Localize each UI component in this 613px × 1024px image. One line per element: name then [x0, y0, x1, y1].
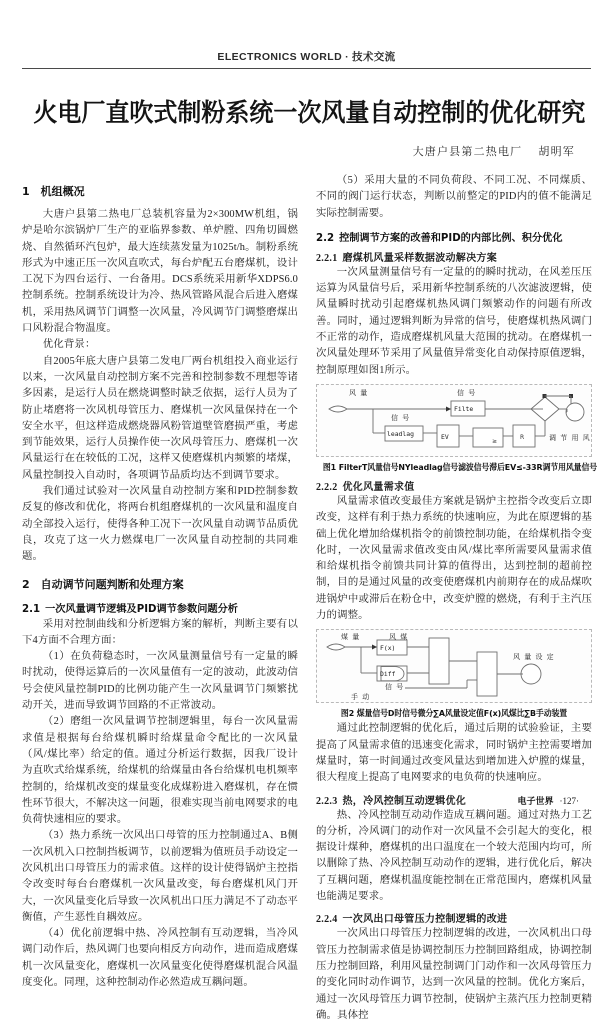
running-head-section: 技术交流: [351, 51, 396, 63]
header-rule: [22, 68, 591, 69]
subsection-number-2-2: 2.2: [316, 232, 335, 244]
figure-2-label-signal: 信 号: [385, 683, 405, 692]
affiliation: 大唐户县第二热电厂: [412, 146, 523, 158]
running-head: [22, 0, 591, 64]
right-column: [316, 173, 598, 1024]
running-head-journal: ELECTRONICS WORLD: [217, 51, 343, 63]
paragraph: 优化背景：: [42, 339, 96, 351]
figure-2-diagram: [316, 629, 592, 703]
subsection-title-2-2: 控制调节方案的改善和PID的内部比例、积分优化: [339, 232, 563, 244]
body-columns: [22, 173, 598, 1024]
section-title-2: 自动调节问题判断和处理方案: [40, 577, 184, 591]
subsection-number-2-2-1: 2.2.1: [316, 252, 338, 264]
figure-1-caption: 图1 FilterT风量信号NYleadlag信号滤波信号滞后EV≤-33R调节用风量信号: [322, 461, 598, 472]
section-heading-1: [22, 183, 298, 199]
author-name: 胡明军: [538, 146, 575, 158]
subsection-title-2-2-3: 热，冷风控制互动逻辑优化: [342, 795, 467, 807]
figure-1-label-output: 调 节 用 风: [549, 433, 591, 442]
left-column: [22, 173, 298, 1024]
subsection-title-2-2-1: 磨煤机风量采样数据波动解决方案: [342, 252, 497, 264]
figure-1-block-filter: Filte: [454, 404, 474, 413]
subsection-number-2-2-4: 2.2.4: [316, 914, 338, 926]
paragraph: （4）优化前逻辑中热、冷风控制有互动逻辑，当冷风调门动作后，热风调门也要向相反方向动作，进而造成磨煤机一次风量变化，磨煤机一次风量变化使得磨煤机混合风温度变化。同理，这种控制动作必然造成互耦问题。: [22, 928, 298, 989]
footer-page-number: ·127·: [559, 796, 579, 806]
byline: [22, 143, 591, 159]
paragraph: 大唐户县第二热电厂总装机容量为2×300MW机组，锅炉是哈尔滨锅炉厂生产的亚临界参数、单炉膛、四角切圆燃烧、自然循环汽包炉，最大连续蒸发量为1025t/h。制粉系统形式为中速正压一次风直吹式，每台炉配五台磨煤机，设计工况下为四台运行、一台备用。DCS系统采用新华XDPS6.0控制系统。控制系统设计为冷、热风管路风混合后进入磨煤机，采用热风调节门调整一次风量，冷风调节门调整磨煤出口风粉混合物温度。: [22, 209, 298, 335]
paragraph: 一次风出口母管压力控制逻辑的改进，一次风机出口母管压力控制需求值是协调控制压力控制回路组成，协调控制压力控制回路，利用风量控制调门门动作和一次风母管压力的变化同时动作调节，达到一次风量的控制。优化方案后，通过一次风母管压力调节控制，使锅炉主蒸汽压力控制更精确。具体控: [316, 928, 592, 1021]
paragraph: （5）采用大量的不同负荷段、不同工况、不同煤质、不同的阀门运行状态，判断以前整定的PID内的值不能满足实际控制需要。: [316, 175, 592, 219]
figure-1-label-signal-top: 信 号: [457, 388, 477, 397]
section-number-2: 2: [22, 577, 30, 591]
section-number-1: 1: [22, 185, 30, 198]
paragraph: 一次风量测量信号有一定量的的瞬时扰动，在风差压压运算为风量信号后，采用新华控制系统的八次滤波逻辑，使风量瞬时扰动引起磨煤机热风调门频繁动作的问题有所改善。同时，通过逻辑判断为异常的信号，使磨煤机热风调门不正常的动作，造成磨煤机风量大范围的扰动。在磨煤机一次风量处理环节采用了风量值异常变化自动保持原值逻辑，控制原理如图1所示。: [316, 266, 592, 376]
figure-2: [316, 629, 592, 719]
section-title-1: 机组概况: [40, 185, 85, 198]
paragraph: 风量需求值改变最佳方案就是锅炉主控指令改变后立即改变，这样有利于热力系统的快速响应，为此在原逻辑的基础上优化增加给煤机指令的前馈控制功能，在给煤机指令变化时，一次风量需求值改变由风/煤比率所需要风量需求值和给煤机指令前馈共同计算的值得出，达到控制的超前控制，目的是通过风量的改变使磨煤机内前期存在的成品煤吹进锅炉中或滞后在粉仓中，改变炉膛的燃烧，有利于主汽压力的调整。: [316, 495, 592, 622]
figure-2-label-output: 风 量 设 定: [513, 653, 555, 662]
figure-2-label-windcoal: 风 煤: [389, 633, 409, 642]
section-heading-2: [22, 576, 298, 592]
svg-text:≥: ≥: [492, 437, 498, 445]
subsection-number-2-2-2: 2.2.2: [316, 481, 338, 493]
paragraph: 热、冷风控制互动动作造成互耦问题。通过对热力工艺的分析，冷风调门的动作对一次风量不会引起大的变化，根据设计煤种，磨煤机的出口温度在一个较大范围内均可，所以删除了热、冷风控制互动动作的逻辑，进行优化后，解决了互耦问题，磨煤机温度能控制在正常范围内，磨煤机风量也能满足要求。: [316, 809, 592, 903]
figure-2-block-fx: F(x): [380, 644, 396, 653]
figure-1-block-leadlag: leadlag: [387, 429, 414, 438]
paragraph: 我们通过试验对一次风量自动控制方案和PID控制参数反复的修改和优化，将两台机组磨煤机的一次风量和温度自动全部投入运行，使得各种工况下一次风量自动调节品质优良，攻克了这一火力燃煤电厂一次风量自动控制的共同难题。: [22, 486, 298, 563]
figure-1-block-ev: EV: [441, 432, 449, 441]
figure-2-label-manual: 手 动: [351, 693, 371, 702]
footer-journal: 电子世界: [517, 797, 554, 807]
paragraph: （1）在负荷稳态时，一次风量测量信号有一定量的瞬时扰动，使得运算后的一次风量值有一定的波动，此波动信号会使风量控制PID的比例功能产生一次风量调节门频繁扰动开关，进而导致调节回路的不正常波动。: [22, 651, 298, 712]
subsection-title-2-1: 一次风量调节逻辑及PID调节参数问题分析: [45, 603, 238, 615]
page-title: 火电厂直吹式制粉系统一次风量自动控制的优化研究: [33, 98, 586, 127]
paragraph: 自2005年底大唐户县第二发电厂两台机组投入商业运行以来，一次风量自动控制方案不完善和控制参数不理想等诸多因素，是运行人员在燃烧调整时缺乏依据，运行人员为了防止堵磨将一次风机母管压力、磨煤机一次风量保持在一个安全水平，但这样造成燃烧器风粉管道壁管磨损严重，考虑到节能效果，运行人员操作使一次风母管压力、磨煤机一次风量运行在在较低的工况，这样又使磨煤机内频繁的堵煤，风量控制投入自动时，各项调节品质均达不到调节要求。: [22, 355, 298, 481]
svg-text:R: R: [520, 433, 525, 441]
paragraph: （3）热力系统一次风出口母管的压力控制通过A、B侧一次风机入口控制挡板调节，以前逻辑为值班员手动设定一次风机出口母管压力的需求值。这样的设计使得锅炉主控指令改变时每台台磨煤机一次风量改变，每台磨煤机风门开大，一次风量变化后导致一次风机出口压力满足不了动态平衡值，产生恶性自耦效应。: [22, 830, 298, 923]
subsection-title-2-2-4: 一次风出口母管压力控制逻辑的改进: [342, 914, 508, 926]
figure-1-diagram: [316, 384, 592, 457]
subsection-number-2-1: 2.1: [22, 603, 41, 615]
subsection-heading-2-2: [316, 229, 592, 244]
subsection-number-2-2-3: 2.2.3: [316, 795, 338, 807]
figure-2-block-diff: Diff: [380, 670, 396, 679]
subsection-title-2-2-2: 优化风量需求值: [342, 481, 415, 493]
paragraph: （2）磨组一次风量调节控制逻辑里，每台一次风量需求值是根据每台给煤机瞬时给煤量命令配比的一次风量（风/煤比率）给定的值。通过分析运行数据，因我厂设计为直吹式给煤系统，给煤机的给煤量由各台给煤机电机频率控制的，给煤机改变的煤量变化成煤粉进入磨煤机，存在惯性环节很大，不解决这一问题，很难实现当前电网要求的电负荷快速相应的要求。: [22, 716, 298, 826]
running-head-separator: ·: [345, 51, 349, 63]
page-footer: [0, 794, 613, 807]
figure-2-label-input: 煤 量: [341, 633, 361, 642]
subsection-heading-2-1: [22, 600, 298, 615]
paragraph: 采用对控制曲线和分析逻辑方案的解析，判断主要有以下4方面不合理方面：: [22, 618, 298, 646]
subsection-heading-2-2-1: [316, 249, 592, 264]
figure-1-label-input: 风 量: [349, 388, 369, 397]
figure-1: [316, 384, 598, 473]
subsection-heading-2-2-4: [316, 910, 592, 925]
figure-2-caption: 图2 煤量信号D时信号微分∑A风量设定值F(x)风煤比∑B手动装置: [340, 708, 568, 719]
paragraph: 通过此控制逻辑的优化后，通过后期的试验验证，主要提高了风量需求值的迅速变化需求，同时锅炉主控需要增加煤量时，第一时间通过改变风量达到增加进入炉膛的煤量，很大程度上提高了电网要求的电负荷的快速响应。: [316, 723, 592, 784]
figure-1-label-signal-mid: 信 号: [391, 413, 411, 422]
subsection-heading-2-2-2: [316, 478, 592, 493]
